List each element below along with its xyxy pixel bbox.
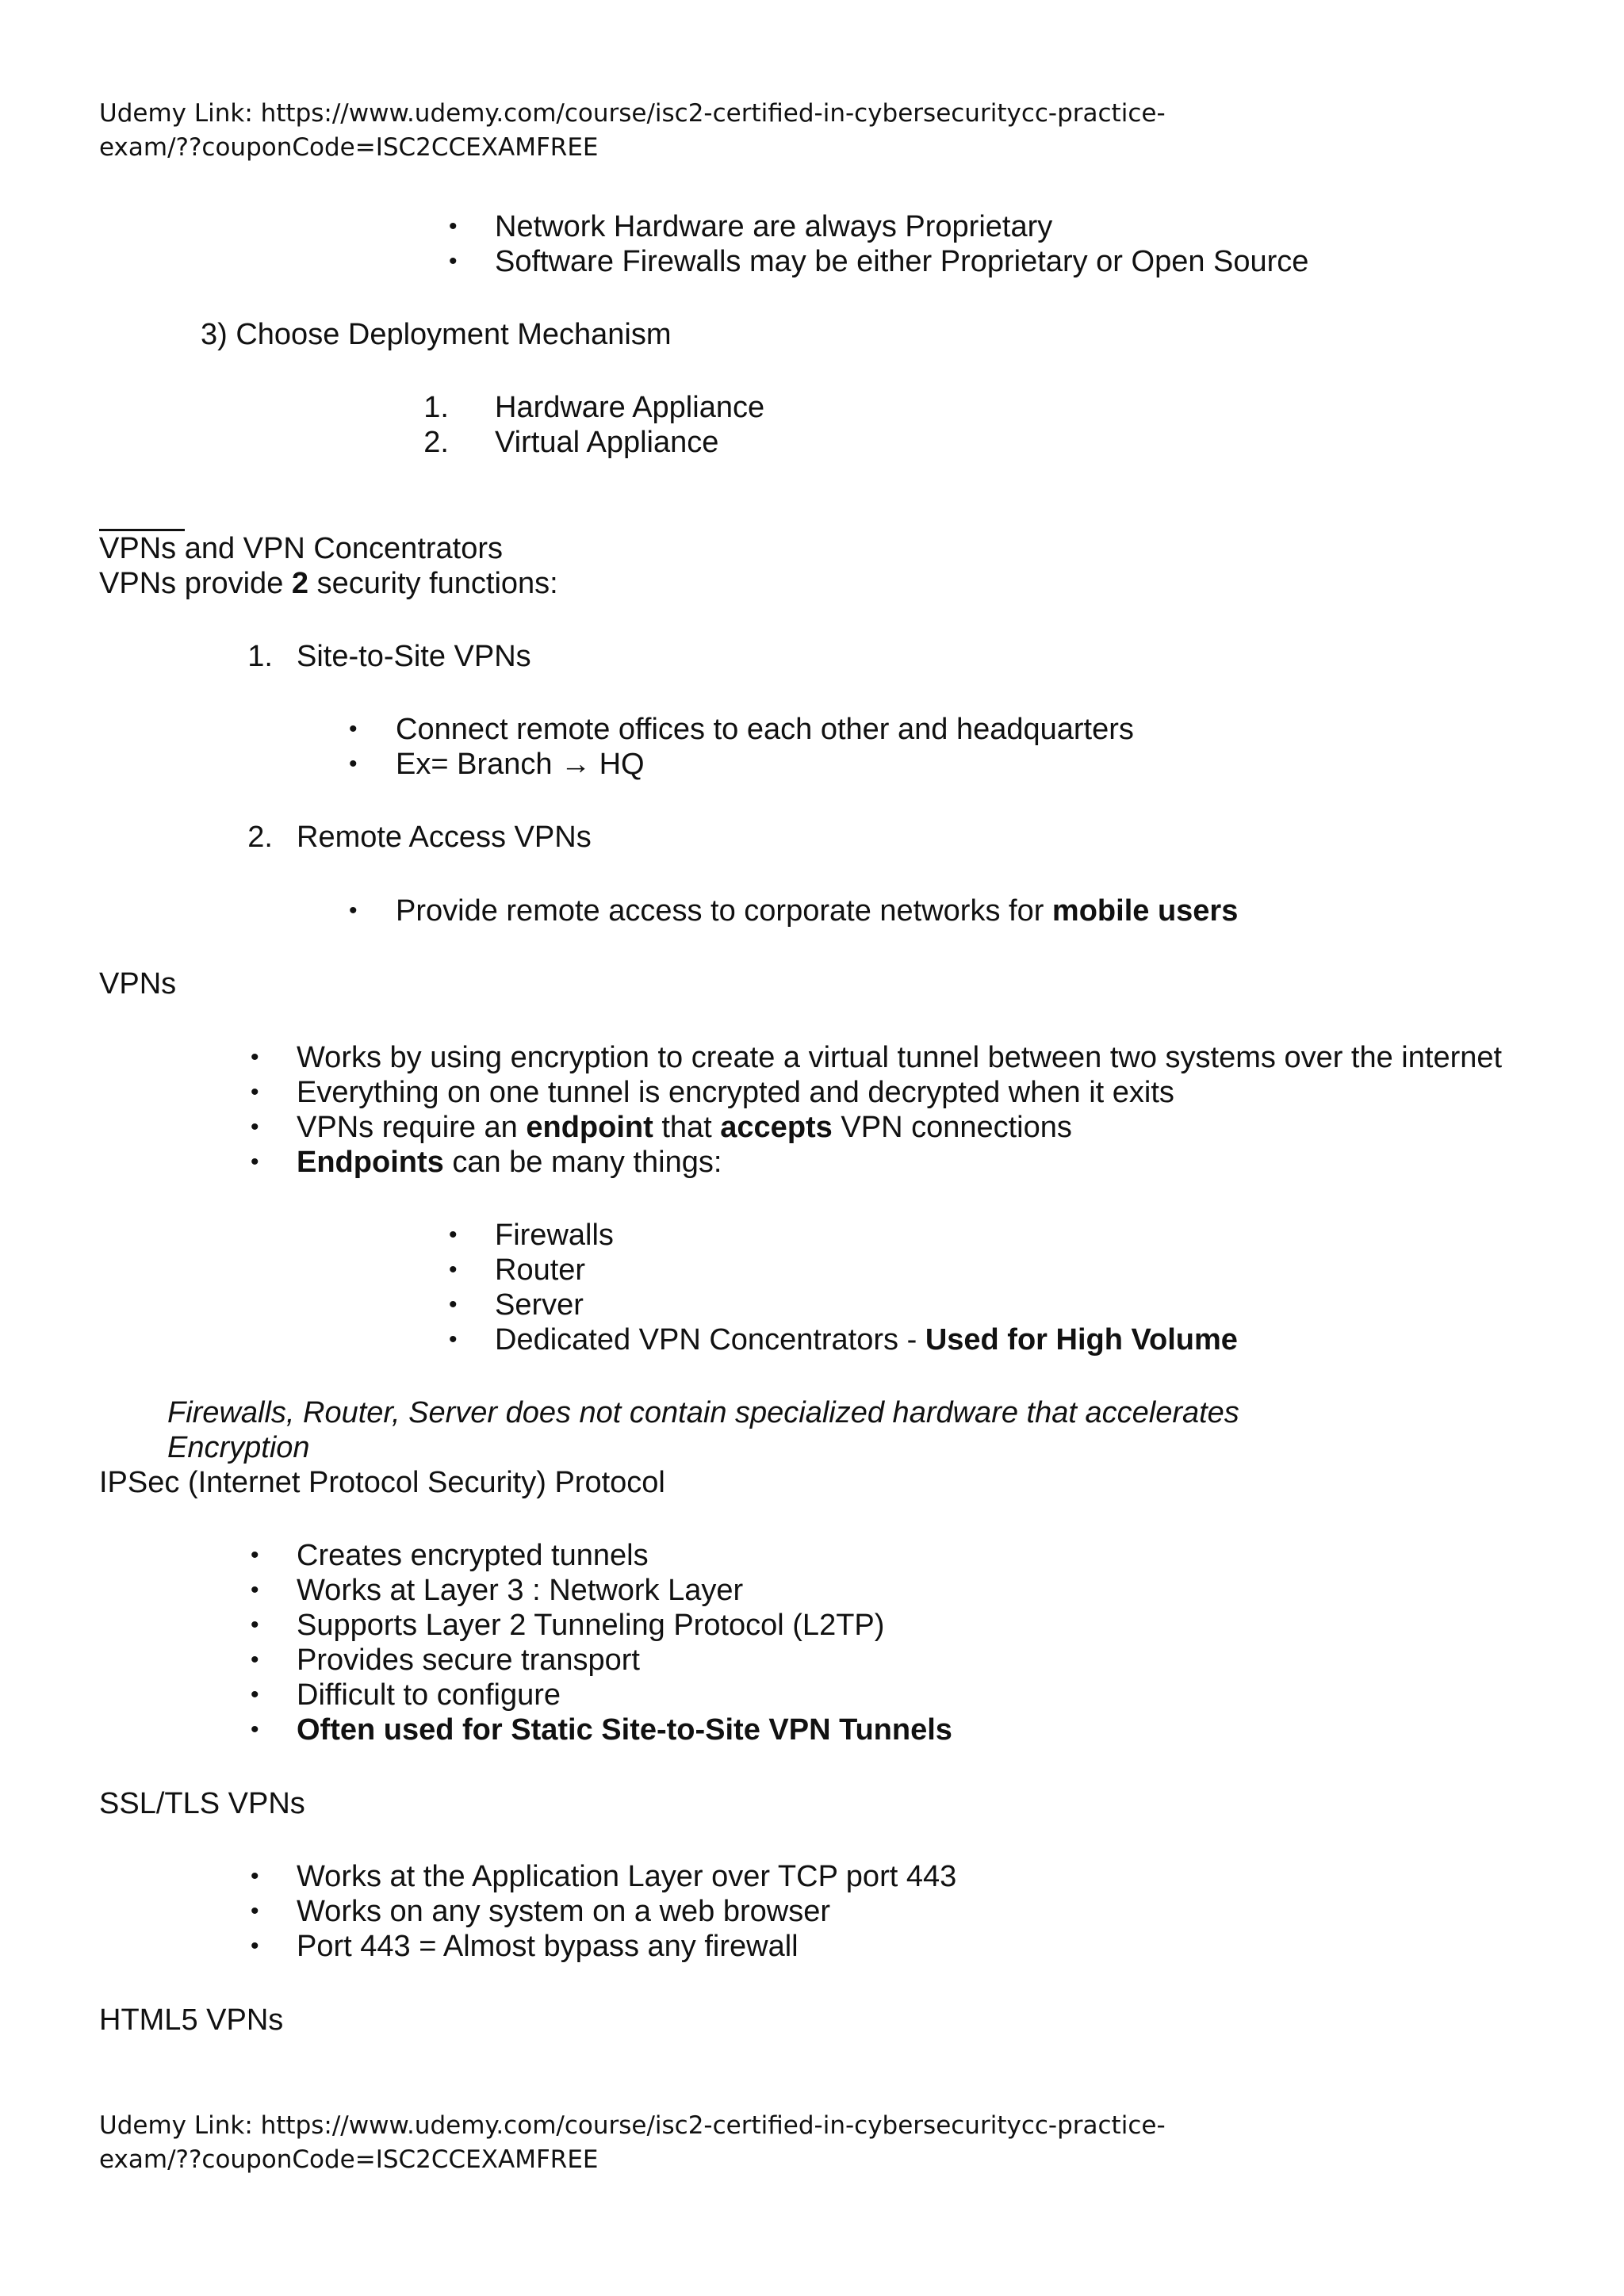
text: Dedicated VPN Concentrators - (495, 1323, 925, 1357)
list-item: Works at Layer 3 : Network Layer (297, 1574, 744, 1607)
list-item: Virtual Appliance (495, 426, 719, 459)
bullet-marker: • (251, 1716, 259, 1743)
bold-text: Used for High Volume (925, 1323, 1238, 1357)
section-title-vpns-concentrators: VPNs and VPN Concentrators (99, 532, 504, 565)
bullet-marker: • (251, 1577, 259, 1603)
section-heading-deployment: 3) Choose Deployment Mechanism (201, 318, 672, 351)
note-italic: Encryption (167, 1431, 310, 1464)
bold-text: endpoint (526, 1111, 653, 1144)
bullet-marker: • (449, 213, 458, 239)
list-item: Ex= Branch → HQ (396, 748, 645, 781)
bullet-marker: • (251, 1044, 259, 1070)
list-item: Everything on one tunnel is encrypted and decrypted when it exits (297, 1076, 1174, 1109)
text: security functions: (308, 567, 558, 600)
bullet-marker: • (251, 1542, 259, 1568)
bullet-marker: • (251, 1149, 259, 1175)
section-title-ipsec: IPSec (Internet Protocol Security) Protocol (99, 1466, 665, 1499)
subsection-title-site-to-site: Site-to-Site VPNs (297, 640, 531, 673)
list-item (495, 1322, 1238, 1357)
list-item: Connect remote offices to each other and headquarters (396, 713, 1134, 746)
list-item (396, 894, 1238, 928)
list-item: Hardware Appliance (495, 391, 765, 424)
text: VPNs provide (99, 567, 292, 600)
list-number: 2. (423, 426, 449, 459)
bullet-marker: • (349, 716, 358, 742)
bold-text: Endpoints (297, 1146, 444, 1179)
list-item: Port 443 = Almost bypass any firewall (297, 1930, 799, 1963)
list-item: Difficult to configure (297, 1678, 561, 1712)
text: that (653, 1111, 721, 1144)
list-number: 1. (423, 391, 449, 424)
bold-text: accepts (720, 1111, 833, 1144)
list-item: Often used for Static Site-to-Site VPN Tunnels (297, 1713, 952, 1747)
text: VPN connections (832, 1111, 1072, 1144)
list-item: Network Hardware are always Proprietary (495, 210, 1053, 243)
bullet-marker: • (251, 1114, 259, 1140)
subsection-title-remote-access: Remote Access VPNs (297, 821, 592, 854)
bullet-marker: • (349, 751, 358, 777)
bullet-marker: • (251, 1647, 259, 1673)
bullet-marker: • (251, 1863, 259, 1889)
list-item: Router (495, 1253, 586, 1287)
list-item: Software Firewalls may be either Proprietary or Open Source (495, 245, 1309, 278)
bullet-marker: • (251, 1682, 259, 1708)
bold-text: 2 (291, 567, 309, 600)
vpn-intro-line (99, 566, 558, 601)
list-number: 1. (247, 640, 273, 673)
list-item (297, 1145, 722, 1180)
footer-link-line1: Udemy Link: https://www.udemy.com/course/isc2-certified-in-cybersecuritycc-practice- (99, 2111, 1166, 2140)
list-item: Server (495, 1288, 584, 1322)
list-item: Firewalls (495, 1219, 614, 1252)
list-item: Works at the Application Layer over TCP port 443 (297, 1860, 957, 1893)
bullet-marker: • (349, 897, 358, 924)
bullet-marker: • (449, 1257, 458, 1283)
list-number: 2. (247, 821, 273, 854)
section-title-vpns: VPNs (99, 967, 177, 1001)
bullet-marker: • (251, 1079, 259, 1105)
list-item: Works on any system on a web browser (297, 1895, 831, 1928)
bullet-marker: • (251, 1612, 259, 1638)
header-link-line1: Udemy Link: https://www.udemy.com/course/isc2-certified-in-cybersecuritycc-practice- (99, 99, 1166, 128)
bullet-marker: • (251, 1933, 259, 1959)
list-item: Creates encrypted tunnels (297, 1539, 649, 1572)
list-item: Works by using encryption to create a virtual tunnel between two systems over the internet (297, 1041, 1503, 1074)
bullet-marker: • (449, 248, 458, 274)
list-item (297, 1110, 1072, 1145)
header-link-line2: exam/??couponCode=ISC2CCEXAMFREE (99, 133, 599, 162)
text: Provide remote access to corporate networks for (396, 894, 1052, 928)
list-item: Supports Layer 2 Tunneling Protocol (L2TP) (297, 1609, 885, 1642)
text: VPNs require an (297, 1111, 527, 1144)
bullet-marker: • (449, 1222, 458, 1248)
bullet-marker: • (449, 1326, 458, 1353)
bullet-marker: • (251, 1898, 259, 1924)
bold-text: mobile users (1051, 894, 1239, 928)
bullet-marker: • (449, 1292, 458, 1318)
note-italic: Firewalls, Router, Server does not contain specialized hardware that accelerates (167, 1396, 1239, 1429)
list-item: Provides secure transport (297, 1644, 640, 1677)
section-title-ssl-tls: SSL/TLS VPNs (99, 1787, 305, 1820)
section-title-html5: HTML5 VPNs (99, 2003, 284, 2037)
text: can be many things: (443, 1146, 722, 1179)
footer-link-line2: exam/??couponCode=ISC2CCEXAMFREE (99, 2145, 599, 2174)
